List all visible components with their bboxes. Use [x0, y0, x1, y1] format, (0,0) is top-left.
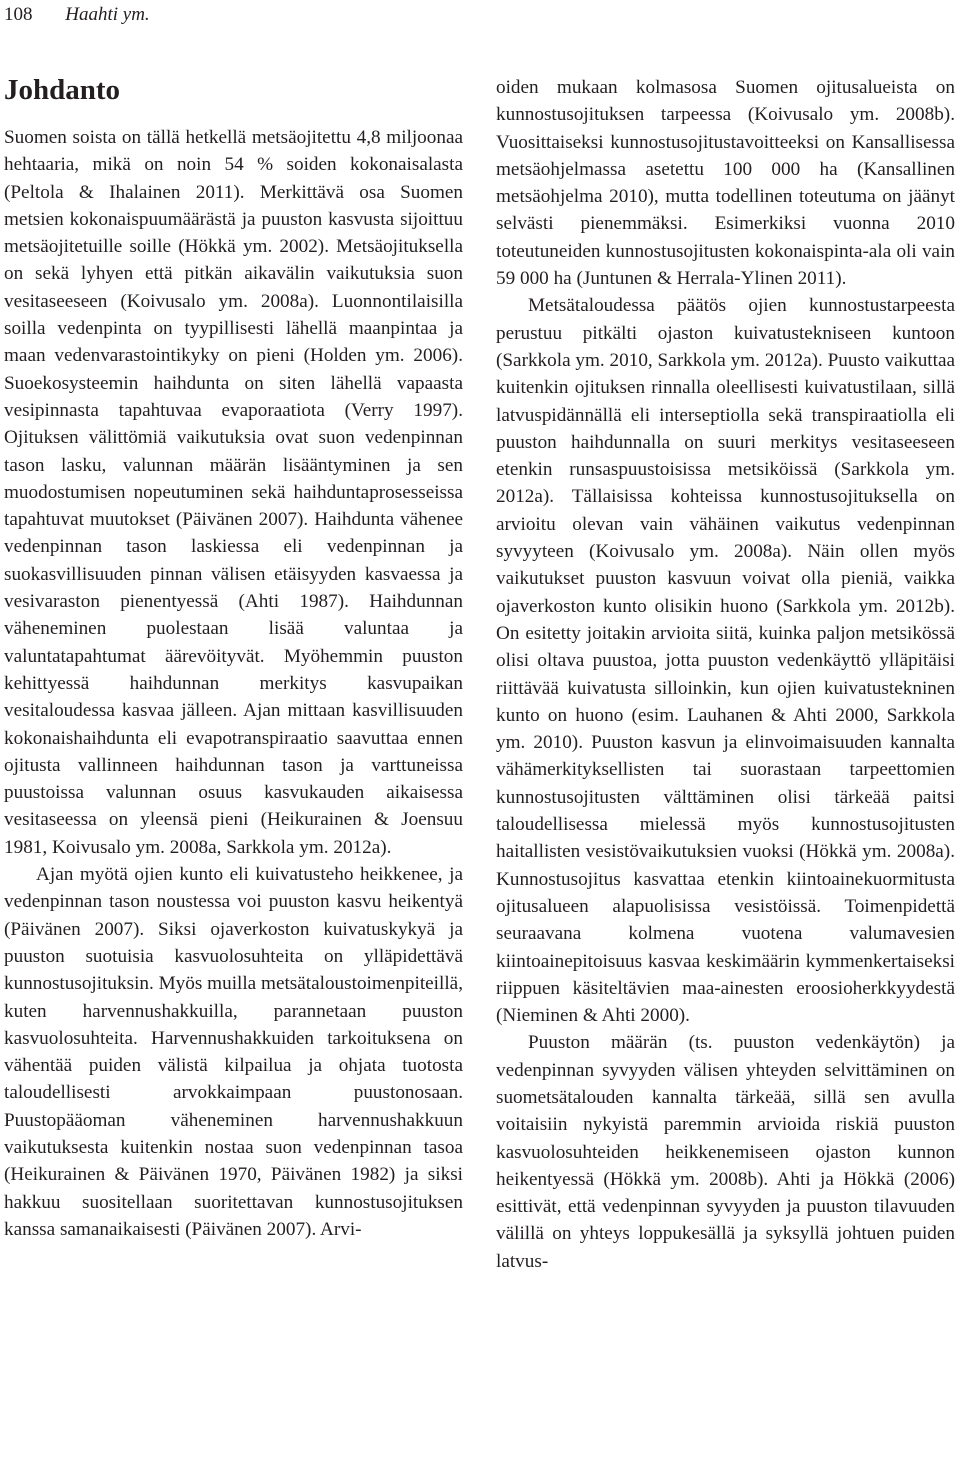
right-column — [496, 74, 955, 1275]
section-heading: Johdanto — [4, 74, 121, 106]
left-column — [4, 70, 463, 1243]
paragraph: Suomen soista on tällä hetkellä metsäojitettu 4,8 miljoonaa hehtaaria, mikä on noin 54 % soiden kokonaisalasta (Peltola & Ihalainen 2011). Merkittävä osa Suomen metsien kokonaispuumäärästä ja puuston kasvusta sijoittuu metsäojitetuille soille (Hökkä ym. 2002). Metsäojituksella on sekä lyhyen että pitkän aikavälin vaikutuksia suon vesitaseeseen (Koivusalo ym. 2008a). Luonnontilaisilla soilla vedenpinta on tyypillisesti lähellä maanpintaa ja maan vedenvarastointikyky on pieni (Holden ym. 2006). Suoekosysteemin haihdunta on siten lähellä vapaasta vesipinnasta tapahtuvaa evaporaatiota (Verry 1997). Ojituksen välittömiä vaikutuksia ovat suon vedenpinnan tason lasku, valunnan määrän lisääntyminen ja sen muodostumisen nopeutuminen sekä haihduntaprosesseissa tapahtuvat muutokset (Päivänen 2007). Haihdunta vähenee vedenpinnan tason laskiessa eli vedenpinnan ja suokasvillisuuden pinnan välisen etäisyyden kasvaessa ja vesivaraston pienentyessä (Ahti 1987). Haihdunnan väheneminen puolestaan lisää valuntaa ja valuntatapahtumat äärevöityvät. Myöhemmin puuston kehittyessä haihdunnan merkitys kasvupaikan vesitaloudessa kasvaa jälleen. Ajan mittaan kasvillisuuden kokonaishaihdunta eli evapotranspiraatio saavuttaa ennen ojitusta vallinneen haihdunnan tason ja varttuneissa puustoissa valunnan osuus kasvukauden aikaisessa vesitaseessa on yleensä pieni (Heikurainen & Joensuu 1981, Koivusalo ym. 2008a, Sarkkola ym. 2012a). — [4, 127, 463, 858]
paragraph: Puuston määrän (ts. puuston vedenkäytön) ja vedenpinnan syvyyden välisen yhteyden selvittäminen on suometsätalouden kannalta tärkeää, sillä sen avulla voitaisiin nykyistä paremmin arvioida riskiä puuston kasvuolosuhteiden heikkenemiseen ojaston kunnon heikentyessä (Hökkä ym. 2008b). Ahti ja Hökkä (2006) esittivät, että vedenpinnan syvyyden ja puuston tilavuuden välillä on yhteys loppukesällä ja syksyllä johtuen puiden latvus- — [496, 1032, 955, 1272]
running-head-authors: Haahti ym. — [65, 4, 150, 25]
running-head — [4, 2, 150, 28]
page-number: 108 — [4, 4, 33, 25]
paragraph: Ajan myötä ojien kunto eli kuivatusteho heikkenee, ja vedenpinnan tason noustessa voi puuston kasvu heikentyä (Päivänen 2007). Siksi ojaverkoston kuivatuskykyä ja puuston suotuisia kasvuolosuhteita on ylläpidettävä kunnostusojituksin. Myös muilla metsätaloustoimenpiteillä, kuten harvennushakkuilla, parannetaan puuston kasvuolosuhteita. Harvennushakkuiden tarkoituksena on vähentää puiden välistä kilpailua ja ohjata tuotosta taloudellisesti arvokkaimpaan puustonosaan. Puustopääoman väheneminen harvennushakkuun vaikutuksesta kuitenkin nostaa suon vedenpinnan tasoa (Heikurainen & Päivänen 1970, Päivänen 1982) ja siksi hakkuu suositellaan suoritettavan kunnostusojituksen kanssa samanaikaisesti (Päivänen 2007). Arvi- — [4, 864, 463, 1240]
paragraph: Metsätaloudessa päätös ojien kunnostustarpeesta perustuu pitkälti ojaston kuivatustekniseen kuntoon (Sarkkola ym. 2010, Sarkkola ym. 2012a). Puusto vaikuttaa kuitenkin ojituksen rinnalla oleellisesti kuivatustilaan, sillä latvuspidännällä eli interseptiolla sekä transpiraatiolla eli puuston haihdunnalla on suuri merkitys vesitaseeseen etenkin runsaspuustoisissa metsiköissä (Sarkkola ym. 2012a). Tällaisissa kohteissa kunnostusojituksella on arvioitu olevan vain vähäinen vaikutus vedenpinnan syvyyteen (Koivusalo ym. 2008a). Näin ollen myös vaikutukset puuston kasvuun voivat olla pieniä, vaikka ojaverkoston kunto olisikin huono (Sarkkola ym. 2012b). On esitetty joitakin arvioita siitä, kuinka paljon metsikössä olisi oltava puustoa, jotta puuston vedenkäyttö ylläpitäisi riittävää kuivatusta silloinkin, kun ojien kuivatustekninen kunto on huono (esim. Lauhanen & Ahti 2000, Sarkkola ym. 2010). Puuston kasvun ja elinvoimaisuuden kannalta vähämerkityksellisten tai suorastaan tarpeettomien kunnostusojitusten välttäminen olisi tärkeää paitsi taloudellisessa mielessä myös kunnostusojitusten haitallisten vesistövaikutuksien vuoksi (Hökkä ym. 2008a). Kunnostusojitus kasvattaa etenkin kiintoainekuormitusta ojitusalueen alapuolisissa vesistöissä. Toimenpidettä seuraavana kolmena vuotena valumavesien kiintoainepitoisuus kasvaa keskimäärin kymmenkertaiseksi riippuen käsiteltävien maa-ainesten eroosioherkkyydestä (Nieminen & Ahti 2000). — [496, 295, 955, 1027]
paragraph: oiden mukaan kolmasosa Suomen ojitusalueista on kunnostusojituksen tarpeessa (Koivusalo ym. 2008b). Vuosittaiseksi kunnostusojitustavoitteeksi on Kansallisessa metsäohjelmassa asetettu 100 000 ha (Kansallinen metsäohjelma 2010), mutta todellinen toteutuma on jäänyt selvästi pienemmäksi. Esimerkiksi vuonna 2010 toteutuneiden kunnostusojitusten kokonaispinta-ala oli vain 59 000 ha (Juntunen & Herrala-Ylinen 2011). — [496, 77, 955, 290]
